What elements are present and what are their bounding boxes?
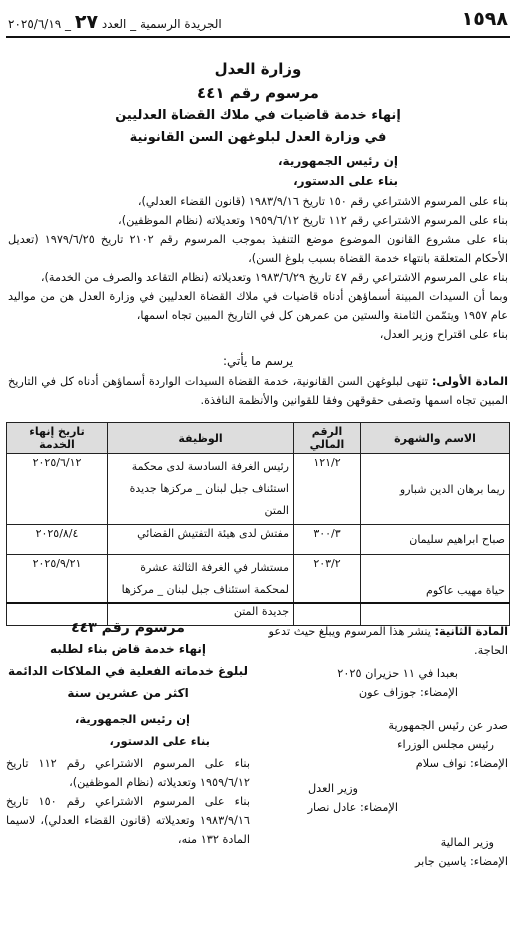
preamble-5: وبما أن السيدات المبينة أسماؤهن أدناه قاضيات في ملاك القضاة العدليين في وزارة العدل هن من مواليد عام ١٩٥٧ ويتمّمن الثامنة والستين من عمرهن كل في التاريخ المبين تجاه اسمها، bbox=[8, 290, 508, 322]
decree2-title-line3: اكثر من عشرين سنة bbox=[67, 686, 189, 700]
gazette-title bbox=[8, 11, 222, 33]
table-row bbox=[7, 454, 510, 525]
decrees-phrase: يرسم ما يأتي: bbox=[222, 354, 294, 368]
decree2-preamble-1: بناء على المرسوم الاشتراعي رقم ١١٢ تاريخ ١٩٥٩/٦/١٢ وتعديلاته (نظام الموظفين)، bbox=[6, 757, 250, 789]
article-2-label: المادة الثانية: bbox=[434, 625, 508, 638]
preamble-6: بناء على اقتراح وزير العدل، bbox=[379, 328, 508, 341]
col-name: الاسم والشهرة bbox=[361, 423, 510, 454]
page-header bbox=[6, 6, 510, 38]
table-header-row bbox=[7, 423, 510, 454]
president-signature: الإمضاء: جوزاف عون bbox=[358, 686, 458, 699]
article-1 bbox=[8, 372, 508, 410]
intro-president: إن رئيس الجمهورية، bbox=[278, 154, 398, 168]
table-row bbox=[7, 525, 510, 555]
cell-name: حياة مهيب عاكوم bbox=[361, 555, 510, 626]
preamble-4: بناء على المرسوم الاشتراعي رقم ٤٧ تاريخ ١٩٨٣/٦/٢٩ وتعديلاته (نظام التقاعد والصرف من الخدمة)، bbox=[40, 271, 508, 284]
page-number: ١٥٩٨ bbox=[461, 8, 508, 30]
preamble-2: بناء على المرسوم الاشتراعي رقم ١١٢ تاريخ ١٩٥٩/٦/١٢ وتعديلاته (نظام الموظفين)، bbox=[118, 214, 508, 227]
gazette-name: الجريدة الرسمية _ العدد bbox=[101, 17, 222, 31]
cell-position: مفتش لدى هيئة التفتيش القضائي bbox=[108, 525, 294, 555]
preamble-1: بناء على المرسوم الاشتراعي رقم ١٥٠ تاريخ ١٩٨٣/٩/١٦ (قانون القضاء العدلي)، bbox=[137, 195, 508, 208]
cell-position: مستشار في الغرفة الثالثة عشرة لمحكمة استئناف جبل لبنان _ مركزها جديدة المتن bbox=[108, 555, 294, 626]
decree2 bbox=[6, 620, 250, 849]
cell-number: ٢٠٣/٢ bbox=[294, 555, 361, 626]
issue-date: _ ٢٠٢٥/٦/١٩ bbox=[8, 17, 72, 31]
intro-constitution: بناء على الدستور، bbox=[293, 174, 398, 188]
decree2-title-line1: إنهاء خدمة قاض بناء لطلبه bbox=[50, 642, 206, 656]
cell-position: رئيس الغرفة السادسة لدى محكمة استئناف جبل لبنان _ مركزها جديدة المتن bbox=[108, 454, 294, 525]
cell-name: صباح ابراهيم سليمان bbox=[361, 525, 510, 555]
decree2-preamble-2: بناء على المرسوم الاشتراعي رقم ١٥٠ تاريخ ١٩٨٣/٩/١٦ وتعديلاته (قانون القضاء العدلي)، لاسيما المادة ١٣٢ منه، bbox=[6, 795, 250, 846]
decree-number: مرسوم رقم ٤٤١ bbox=[197, 84, 319, 102]
decree2-intro-president: إن رئيس الجمهورية، bbox=[75, 712, 190, 726]
issued-by: صدر عن رئيس الجمهورية bbox=[388, 719, 508, 732]
cell-name: ريما برهان الدين شبارو bbox=[361, 454, 510, 525]
cell-number: ٣٠٠/٣ bbox=[294, 525, 361, 555]
cell-end-date: ٢٠٢٥/٦/١٢ bbox=[7, 454, 108, 525]
justice-minister-title: وزير العدل bbox=[307, 782, 358, 795]
preamble-3: بناء على مشروع القانون الموضوع موضع التنفيذ بموجب المرسوم رقم ٢١٠٢ تاريخ ١٩٧٩/٦/٢٥ (تعديل الأحكام المتعلقة بانتهاء خدمة القضاة بسبب بلوغ السن)، bbox=[8, 233, 508, 265]
finance-minister-signature: الإمضاء: ياسين جابر bbox=[414, 855, 508, 868]
preamble bbox=[8, 192, 508, 344]
col-position: الوظيفة bbox=[108, 423, 294, 454]
cell-end-date: ٢٠٢٥/٨/٤ bbox=[7, 525, 108, 555]
section-divider bbox=[6, 602, 510, 604]
cell-number: ١٢١/٢ bbox=[294, 454, 361, 525]
decree2-number: مرسوم رقم ٤٤٣ bbox=[71, 620, 185, 636]
article-2-text: ينشر هذا المرسوم ويبلغ حيث تدعو الحاجة. bbox=[268, 625, 508, 657]
ministry-title: وزارة العدل bbox=[214, 60, 302, 78]
col-end-date: تاريخ إنهاء الخدمة bbox=[7, 423, 108, 454]
finance-minister-title: وزير المالية bbox=[440, 836, 494, 849]
pm-title: رئيس مجلس الوزراء bbox=[397, 738, 494, 751]
pm-signature: الإمضاء: نواف سلام bbox=[415, 757, 508, 770]
issue-number: ٢٧ bbox=[74, 11, 99, 33]
decree2-intro-constitution: بناء على الدستور، bbox=[109, 734, 210, 748]
signature-block bbox=[258, 664, 508, 871]
article-1-label: المادة الأولى: bbox=[431, 375, 508, 388]
article-2 bbox=[258, 622, 508, 660]
cell-end-date: ٢٠٢٥/٩/٢١ bbox=[7, 555, 108, 626]
decree2-title-line2: لبلوغ خدماته الفعلية في الملاكات الدائمة bbox=[7, 664, 249, 678]
justice-minister-signature: الإمضاء: عادل نصار bbox=[307, 801, 398, 814]
table-row bbox=[7, 555, 510, 626]
judges-table bbox=[6, 422, 510, 626]
decree1-conclusion bbox=[258, 622, 508, 660]
article-1-text: تنهى لبلوغهن السن القانونية، خدمة القضاة السيدات الواردة أسماؤهن أدناه كل في التاريخ المبين تجاه اسمها وتصفى حقوقهن وفقا للقوانين والأنظمة النافذة. bbox=[8, 375, 508, 407]
signed-date: بعبدا في ١١ حزيران ٢٠٢٥ bbox=[337, 667, 458, 680]
col-number: الرقم المالي bbox=[294, 423, 361, 454]
decree-title-line2: في وزارة العدل لبلوغهن السن القانونية bbox=[129, 130, 387, 145]
decree-title-line1: إنهاء خدمة قاضيات في ملاك القضاة العدليين bbox=[115, 108, 401, 123]
